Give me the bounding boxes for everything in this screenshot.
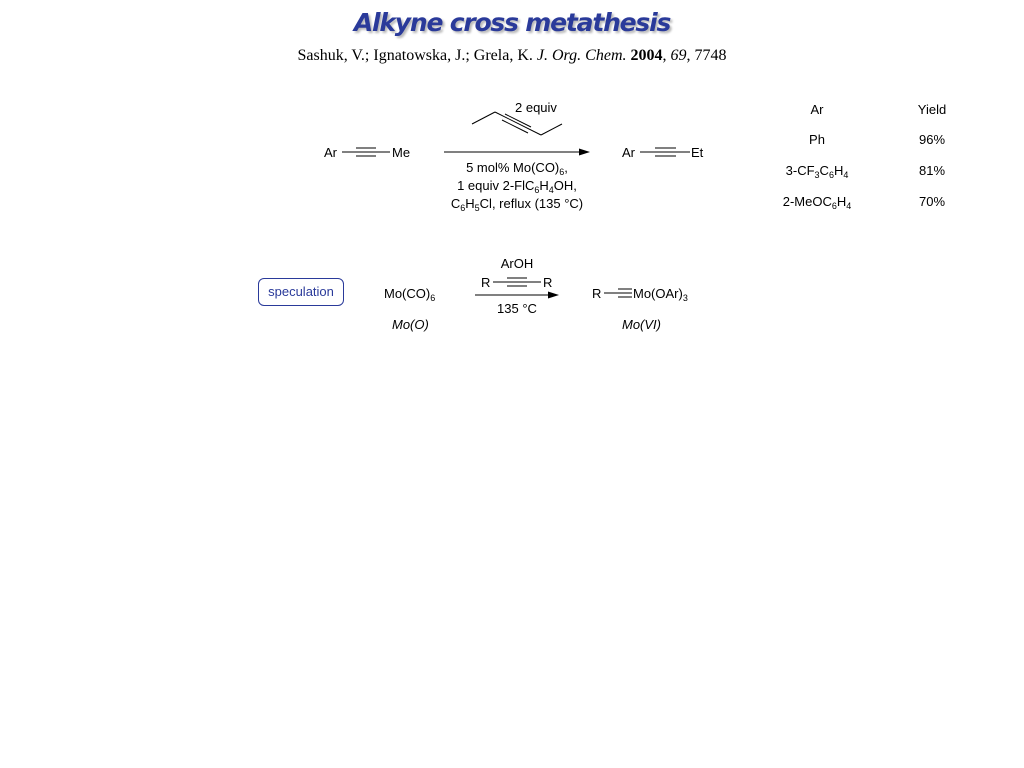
citation-year: 2004: [630, 47, 663, 64]
product-r-label: R: [592, 286, 602, 301]
reaction-2-arrow: [475, 292, 559, 299]
conditions-line-1: 5 mol% $Mo(CO)_6$,: [466, 160, 568, 177]
reactant-moco6: $Mo(CO)_6$: [384, 286, 436, 303]
product-ar-label: Ar: [622, 145, 635, 160]
substrate-me-label: Me: [392, 145, 411, 160]
alkyne-triple-bond: [493, 278, 541, 286]
citation: Sashuk, V.; Ignatowska, J.; Grela, K. J. Org. Chem. 2004, 69, 7748: [297, 47, 727, 64]
citation-volume: 69: [670, 47, 687, 64]
table-header-yield: Yield: [917, 102, 947, 117]
product-oxidation-state: Mo(VI): [622, 317, 661, 332]
table-row-2-yield: 81%: [918, 163, 946, 178]
product-et-label: Et: [691, 145, 704, 160]
citation-journal: J. Org. Chem.: [536, 47, 627, 64]
table-row-1-ar: Ph: [809, 132, 825, 147]
table-row-1-yield: 96%: [918, 132, 946, 147]
citation-page: 7748: [694, 47, 727, 64]
table-row-3-yield: 70%: [918, 194, 946, 209]
substrate-ar-label: Ar: [324, 145, 337, 160]
below-arrow-temperature: 135 °C: [497, 301, 537, 316]
reaction-1-arrow: [444, 149, 590, 156]
conditions-line-3: $C_6H_5Cl$, reflux (135 °C): [450, 196, 584, 213]
table-row-3-ar: $2-MeOC_6H_4$: [782, 194, 852, 211]
reactant-oxidation-state: Mo(O): [392, 317, 429, 332]
alkyne-r-left: R: [481, 275, 491, 290]
alkyne-r-right: R: [543, 275, 553, 290]
yield-table: [783, 102, 946, 211]
product-triple-bond: [640, 148, 690, 156]
reaction-1: [324, 100, 704, 213]
product-mo-oar3: $Mo(OAr)_3$: [633, 286, 688, 303]
substrate-triple-bond: [342, 148, 390, 156]
citation-authors: Sashuk, V.; Ignatowska, J.; Grela, K.: [297, 47, 533, 64]
product-mo-triple-bond: [604, 289, 632, 297]
slide-title: Alkyne cross metathesis: [353, 8, 671, 37]
table-header-ar: Ar: [810, 102, 824, 117]
conditions-line-2: 1 equiv $2-FlC_6H_4OH$,: [457, 178, 577, 195]
table-row-2-ar: $3-CF_3C_6H_4$: [785, 163, 849, 180]
hexyne-structure: [472, 112, 562, 135]
reaction-2: [384, 256, 688, 332]
reagent-equiv-label: 2 equiv: [515, 100, 557, 115]
speculation-tag: speculation: [258, 278, 344, 306]
above-arrow-aroh: ArOH: [500, 256, 534, 271]
